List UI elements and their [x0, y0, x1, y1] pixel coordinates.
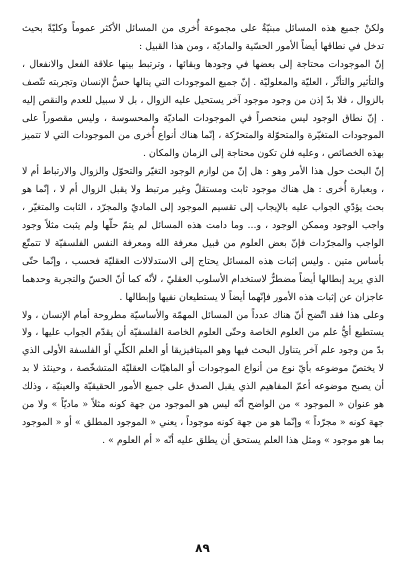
body-text	[22, 20, 384, 450]
paragraph: وعلى هذا فقد اتّضح أنّ هناك عدداً من المسائل المهمّة والأساسيّة مطروحة أمام الإنسان ، ولا يستطيع أيُّ علم من العلوم الخاصة وحتّى العلوم الخاصة الفلسفيّة أن يقدّم الجواب عليها ، ولا بدّ من وجود علم آخر يتناول البحث فيها وهو الميتافيزيقا أو العلم الكلّي أو الفلسفة الأولى الذي لا يختصّ موضوعه بأيّ نوع من أنواع الموجودات أو الماهيّات العقليّة المتشخّصة ، وحينئذ لا بد أن يصبح موضوعه أعمّ المفاهيم الذي يقبل الصدق على جميع الأمور الحقيقيّة والعينيّة ، وذلك هو عنوان « الموجود » من الواضح أنّه ليس هو الموجود من جهة كونه مثلاً « ماديّاً » ولا من جهة كونه « مجرّداً » وإنّما هو من جهة كونه موجوداً ، يعني « الموجود المطلق » أو « الموجود بما هو موجود » ومثل هذا العلم يستحق أن يطلق عليه أنّه « أم العلوم » .	[22, 309, 384, 446]
paragraph: إنّ البحث حول هذا الأمر وهو : هل إنّ من لوازم الوجود التغيّر والتحوّل والزوال والارتباط أم لا ، وبعبارة أُخرى : هل هناك موجود ثابت ومستقلّ وغير مرتبط ولا يقبل الزوال أم لا ، إنّما هو بحث يؤدّي الجواب عليه بالإيجاب إلى تقسيم الموجود إلى الماديّ والمجرّد ، الثابت والمتغيّر ، واجب الوجود وممكن الوجود ، و... وما دامت هذه المسائل لم يتمّ حلّها ولم يثبت مثلاً وجود الواجب والمجرّدات فإنّ بعض العلوم من قبيل معرفة الله ومعرفة النفس الفلسفيّة لا تتمتّع بأساس متين . وليس إثبات هذه المسائل يحتاج إلى الاستدلالات العقليّة فحسب ، وإنّما حتّى الذي يريد إبطالها أيضاً مضطرٌّ لاستخدام الأسلوب العقليّ ، لأنّه كما أنّ الحسّ والتجربة وحدهما عاجزان عن إثبات هذه الأمور فإنّهما أيضاً لا يستطيعان نفيها وإبطالها .	[22, 166, 384, 303]
page-number: ٨٩	[195, 541, 210, 555]
paragraph: ولكنْ جميع هذه المسائل مبنيّةٌ على مجموعة أُخرى من المسائل الأكثر عموماً وكليّةً بحيث تدخل في نطاقها أيضاً الأمور الحسّية والماديّة ، ومن هذا القبيل :	[22, 23, 384, 52]
paragraph: إنّ الموجودات محتاجة إلى بعضها في وجودها وبقائها ، وترتبط بينها علاقة الفعل والانفعال ، والتأثير والتأثّر ، العليّة والمعلوليّة . إنّ جميع الموجودات التي ينالها حسُّ الإنسان وتجربته تتّصف بالزوال ، فلا بدّ إذن من وجود موجود آخر يستحيل عليه الزوال ، بل لا سبيل للعدم والنقص إليه . إنّ نطاق الوجود ليس منحصراً في الموجودات الماديّة والمحسوسة ، وليس مقصوراً على الموجودات المتغيّرة والمتحوّلة والمتحرّكة ، إنّما هناك أنواع أُخرى من الموجودات التي لا تتميز بهذه الخصائص ، وعليه فلن تكون محتاجة إلى الزمان والمكان .	[22, 58, 384, 160]
